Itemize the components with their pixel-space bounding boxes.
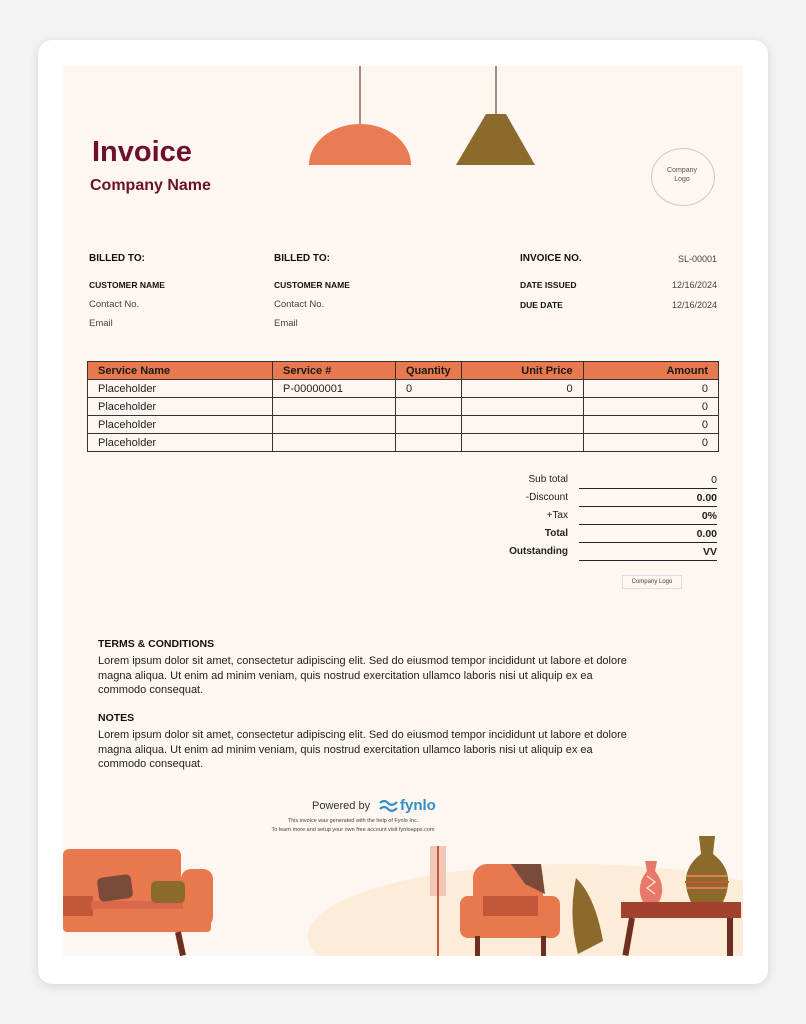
cell-quantity[interactable]: 0	[396, 380, 462, 398]
items-table	[87, 361, 719, 452]
billed-to-heading-2: BILLED TO:	[274, 253, 330, 264]
cell-service-number[interactable]	[273, 434, 396, 452]
table-header-row	[88, 362, 719, 380]
cell-service-name[interactable]: Placeholder	[88, 380, 273, 398]
cell-service-number[interactable]	[273, 416, 396, 434]
discount-underline	[579, 506, 717, 507]
company-name: Company Name	[90, 177, 211, 194]
cell-unit-price[interactable]: 0	[461, 380, 583, 398]
powered-by-text: Powered by	[312, 800, 371, 812]
date-issued-label: DATE ISSUED	[520, 280, 577, 290]
due-date-value: 12/16/2024	[671, 300, 717, 310]
cell-unit-price[interactable]	[461, 434, 583, 452]
fynlo-brand[interactable]: fynlo	[400, 797, 436, 814]
tax-value: 0%	[701, 510, 717, 522]
col-unit-price: Unit Price	[461, 362, 583, 380]
total-underline	[579, 542, 717, 543]
cell-amount[interactable]: 0	[583, 416, 718, 434]
invoice-no-value: SL-00001	[677, 254, 717, 264]
company-logo-text	[651, 166, 713, 184]
tax-label: +Tax	[546, 510, 568, 521]
cell-amount[interactable]: 0	[583, 398, 718, 416]
logo-text-line1: Company	[667, 167, 697, 174]
subtotal-value: 0	[711, 474, 717, 486]
cell-amount[interactable]: 0	[583, 434, 718, 452]
col-service-name: Service Name	[88, 362, 273, 380]
total-value: 0.00	[696, 528, 717, 540]
lamps-illustration	[303, 66, 543, 168]
col-service-number: Service #	[273, 362, 396, 380]
invoice-title: Invoice	[92, 136, 192, 168]
cell-quantity[interactable]	[396, 434, 462, 452]
discount-label: -Discount	[525, 492, 568, 503]
table-row	[88, 416, 719, 434]
cell-quantity[interactable]	[396, 416, 462, 434]
cell-amount[interactable]: 0	[583, 380, 718, 398]
terms-body: Lorem ipsum dolor sit amet, consectetur adipiscing elit. Sed do eiusmod tempor incididunt ut labore et dolore magna aliqua. Ut enim ad minim veniam, quis nostrud exercitation ullamco laboris nisi ut aliquip ex ea commodo consequat.	[98, 655, 627, 696]
date-issued-value: 12/16/2024	[671, 280, 717, 290]
cell-quantity[interactable]	[396, 398, 462, 416]
table-row	[88, 380, 719, 398]
fynlo-wave-icon	[379, 798, 399, 812]
col-quantity: Quantity	[396, 362, 462, 380]
customer-name-1: CUSTOMER NAME	[89, 280, 165, 290]
contact-no-1: Contact No.	[89, 299, 140, 310]
cell-service-name[interactable]: Placeholder	[88, 416, 273, 434]
col-amount: Amount	[583, 362, 718, 380]
notes-body: Lorem ipsum dolor sit amet, consectetur adipiscing elit. Sed do eiusmod tempor incididunt ut labore et dolore magna aliqua. Ut enim ad minim veniam, quis nostrud exercitation ullamco laboris nisi ut aliquip ex ea commodo consequat.	[98, 729, 627, 770]
email-2: Email	[274, 318, 298, 329]
contact-no-2: Contact No.	[274, 299, 325, 310]
terms-heading: TERMS & CONDITIONS	[98, 638, 215, 650]
footer-line-1: This invoice was generated with the help of Fynlo Inc.	[287, 818, 419, 824]
due-date-label: DUE DATE	[520, 300, 563, 310]
discount-value: 0.00	[696, 492, 717, 504]
outstanding-underline	[579, 560, 717, 561]
customer-name-2: CUSTOMER NAME	[274, 280, 350, 290]
cell-service-number[interactable]	[273, 398, 396, 416]
invoice-page	[63, 66, 743, 956]
invoice-no-label: INVOICE NO.	[520, 253, 582, 264]
cell-service-name[interactable]: Placeholder	[88, 398, 273, 416]
subtotal-underline	[579, 488, 717, 489]
subtotal-label: Sub total	[528, 474, 568, 485]
table-row	[88, 434, 719, 452]
cell-service-number[interactable]: P-00000001	[273, 380, 396, 398]
cell-unit-price[interactable]	[461, 416, 583, 434]
table-row	[88, 398, 719, 416]
outstanding-value: VV	[702, 546, 717, 558]
footer-line-2: To learn more and setup your own free account visit fynloapps.com	[271, 827, 435, 833]
email-1: Email	[89, 318, 113, 329]
cell-unit-price[interactable]	[461, 398, 583, 416]
cell-service-name[interactable]: Placeholder	[88, 434, 273, 452]
logo-text-line2: Logo	[674, 176, 690, 183]
billed-to-heading-1: BILLED TO:	[89, 253, 145, 264]
outstanding-label: Outstanding	[509, 546, 568, 557]
total-label: Total	[544, 528, 568, 539]
living-room-illustration	[63, 836, 743, 956]
tax-underline	[579, 524, 717, 525]
small-company-logo: Company Logo	[622, 575, 682, 589]
notes-heading: NOTES	[98, 712, 135, 724]
